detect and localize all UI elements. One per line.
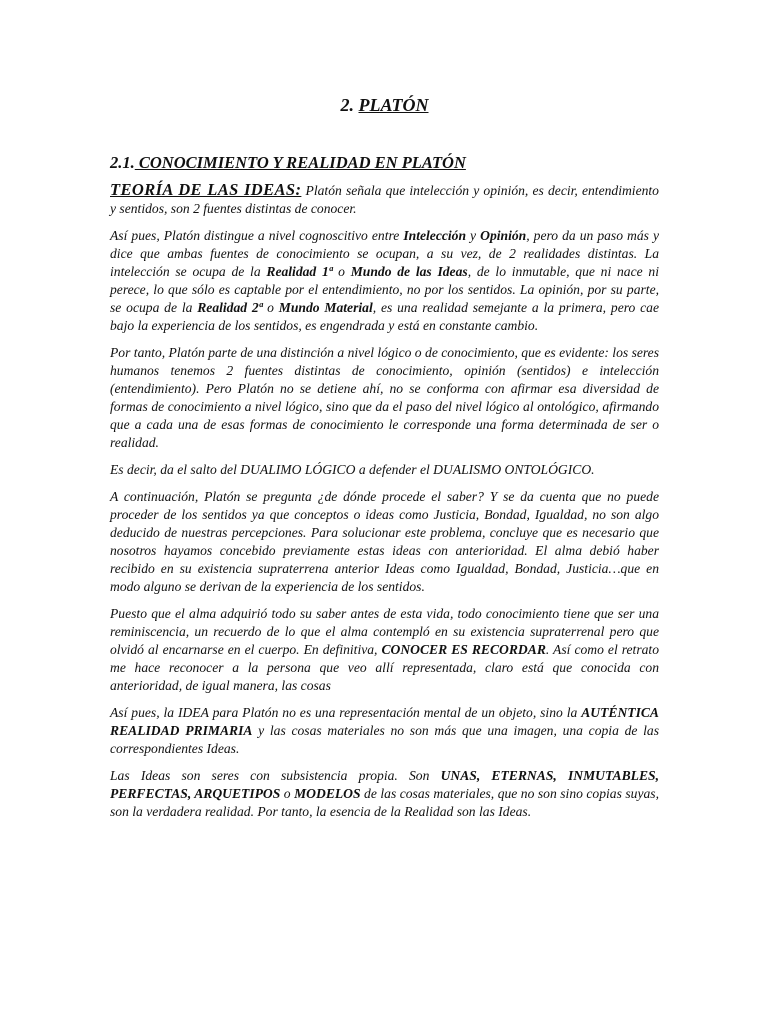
bold-term: AUTÉNTICA REALIDAD PRIMARIA bbox=[110, 705, 659, 738]
bold-term: CONOCER ES RECORDAR bbox=[381, 642, 546, 657]
bold-term: Mundo Material bbox=[278, 300, 373, 315]
text-run: Las Ideas son seres con subsistencia propia. Son bbox=[110, 768, 441, 783]
paragraph-5: A continuación, Platón se pregunta ¿de dónde procede el saber? Y se da cuenta que no puede proceder de los sentidos ya que conceptos o ideas como Justicia, Bondad, Igualdad, no son algo deducido de nuestras percepciones. Para solucionar este problema, concluye que es necesario que nosotros hayamos concebido previamente estas ideas con anterioridad. El alma debió haber recibido en su existencia supraterrena anterior Ideas como Igualdad, Bondad, Justicia…que en modo alguno se derivan de la experiencia de los sentidos. bbox=[110, 489, 659, 594]
text-run: Así pues, la IDEA para Platón no es una representación mental de un objeto, sino la bbox=[110, 705, 582, 720]
section-heading bbox=[110, 153, 466, 173]
bold-term: UNAS, ETERNAS, INMUTABLES, PERFECTAS, ARQUETIPOS bbox=[110, 768, 659, 801]
paragraph-8 bbox=[110, 767, 659, 821]
paragraph-4: Es decir, da el salto del DUALIMO LÓGICO a defender el DUALISMO ONTOLÓGICO. bbox=[110, 462, 595, 477]
paragraph-7 bbox=[110, 704, 659, 758]
section-number: 2.1. bbox=[110, 153, 135, 172]
bold-term: Realidad 2ª bbox=[197, 300, 263, 315]
paragraph-2 bbox=[110, 227, 659, 335]
bold-term: Intelección bbox=[403, 228, 467, 243]
text-run: , de lo inmutable, que ni nace ni perece, lo que sólo es captable por el entendimiento, no por los sentidos. La opinión, por su parte, se ocupa de la bbox=[110, 264, 659, 315]
title-word: PLATÓN bbox=[358, 95, 429, 115]
document-body bbox=[110, 181, 659, 830]
bold-term: Mundo de las Ideas bbox=[350, 264, 468, 279]
bold-term: Realidad 1ª bbox=[266, 264, 333, 279]
page-title bbox=[110, 95, 659, 116]
title-number: 2. bbox=[340, 95, 354, 115]
text-run: o bbox=[332, 264, 351, 279]
text-run: y bbox=[466, 228, 481, 243]
text-run: . Así como el retrato me hace reconocer a la persona que veo allí representada, claro está que conocida con anterioridad, de igual manera, las cosas bbox=[110, 642, 659, 693]
paragraph-1-text: Platón señala que intelección y opinión, es decir, entendimiento y sentidos, son 2 fuentes distintas de conocer. bbox=[110, 183, 659, 216]
paragraph-6 bbox=[110, 605, 659, 695]
text-run: Puesto que el alma adquirió todo su saber antes de esta vida, todo conocimiento tiene que ser una reminiscencia, un recuerdo de lo que el alma contempló en su existencia supraterrenal pero que olvidó al encarnarse en el cuerpo. En definitiva, bbox=[110, 606, 659, 657]
text-run: , pero da un paso más y dice que ambas fuentes de conocimiento se ocupan, a su vez, de 2 realidades distintas. La intelección se ocupa de la bbox=[110, 228, 659, 279]
bold-term: MODELOS bbox=[294, 786, 361, 801]
text-run: o bbox=[262, 300, 279, 315]
text-run: o bbox=[280, 786, 295, 801]
section-title: CONOCIMIENTO Y REALIDAD EN PLATÓN bbox=[134, 153, 466, 172]
paragraph-3: Por tanto, Platón parte de una distinción a nivel lógico o de conocimiento, que es evidente: los seres humanos tenemos 2 fuentes distintas de conocimiento, opinión (sentidos) e intelección (entendimiento). Pero Platón no se detiene ahí, no se conforma con afirmar esa diversidad de formas de conocimiento a nivel lógico, sino que da el paso del nivel lógico al ontológico, afirmando que a cada una de esas formas de conocimiento le corresponde una forma determinada de ser o realidad. bbox=[110, 345, 659, 450]
text-run: , es una realidad semejante a la primera, pero cae bajo la experiencia de los sentidos, es engendrada y está en constante cambio. bbox=[110, 300, 660, 333]
text-run: Así pues, Platón distingue a nivel cognoscitivo entre bbox=[110, 228, 404, 243]
text-run: y las cosas materiales no son más que una imagen, una copia de las correspondientes Ideas. bbox=[110, 723, 659, 756]
text-run: de las cosas materiales, que no son sino copias suyas, son la verdadera realidad. Por tanto, la esencia de la Realidad son las Ideas. bbox=[110, 786, 659, 819]
theory-heading: TEORÍA DE LAS IDEAS: bbox=[110, 180, 302, 199]
paragraph-1 bbox=[110, 181, 659, 218]
bold-term: Opinión bbox=[480, 228, 527, 243]
